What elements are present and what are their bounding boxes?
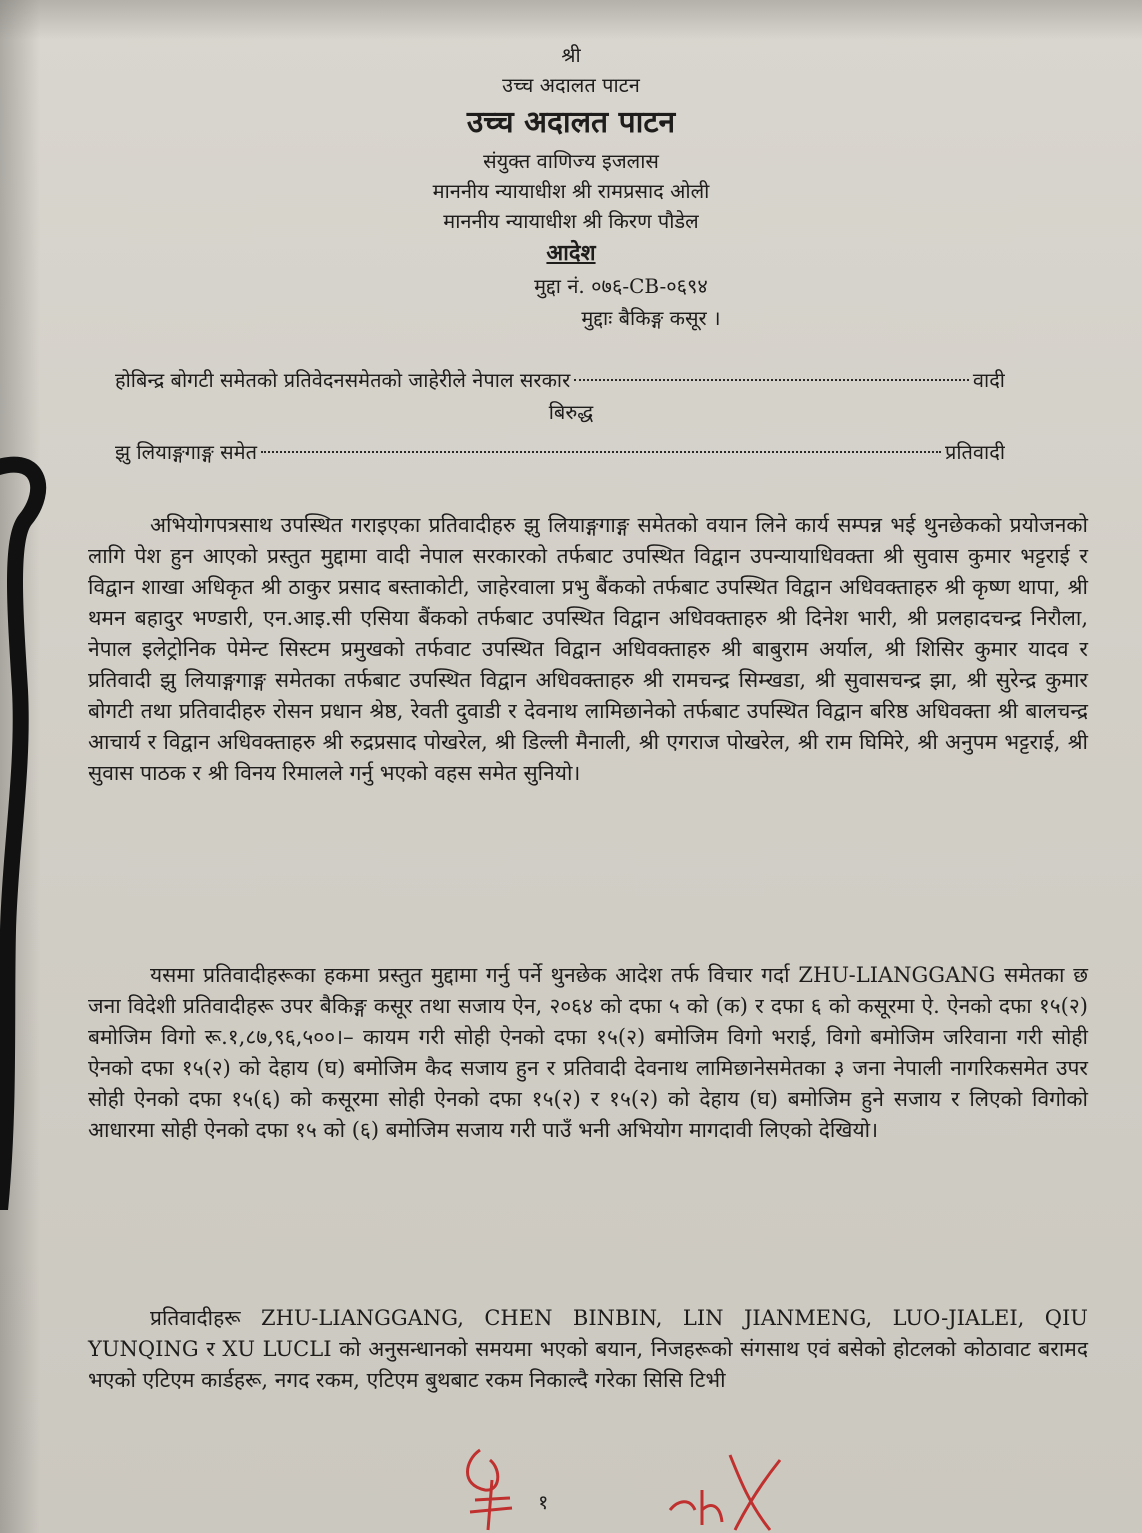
- leader-dots: [261, 451, 941, 453]
- plaintiff-line: [115, 366, 1005, 393]
- header-shree: श्री: [561, 43, 581, 67]
- header-case-number: मुद्दा नं. ०७६-CB-०६९४: [534, 274, 708, 298]
- plaintiff-name: होबिन्द्र बोगटी समेतको प्रतिवेदनसमेतको जाहेरीले नेपाल सरकार: [115, 368, 571, 392]
- body-paragraph-1: अभियोगपत्रसाथ उपस्थित गराइएका प्रतिवादीहरु झु लियाङ्गगाङ्ग समेतको वयान लिने कार्य सम्पन्न भई थुनछेकको प्रयोजनको लागि पेश हुन आएको प्रस्तुत मुद्दामा वादी नेपाल सरकारको तर्फबाट उपस्थित विद्वान उपन्यायाधिवक्ता श्री सुवास कुमार भट्टराई र विद्वान शाखा अधिकृत श्री ठाकुर प्रसाद बस्ताकोटी, जाहेरवाला प्रभु बैंकको तर्फबाट उपस्थित विद्वान अधिवक्ताहरु श्री कृष्ण थापा, श्री थमन बहादुर भण्डारी, एन.आइ.सी एसिया बैंकको तर्फबाट उपस्थित विद्वान अधिवक्ताहरु श्री दिनेश भारी, श्री प्रलहादचन्द्र निरौला, नेपाल इलेट्रोनिक पेमेन्ट सिस्टम प्रमुखको तर्फवाट उपस्थित विद्वान अधिवक्ताहरु श्री बाबुराम अर्याल, श्री शिसिर कुमार यादव र प्रतिवादी झु लियाङ्गगाङ्ग समेतका तर्फबाट उपस्थित विद्वान अधिवक्ताहरु श्री रामचन्द्र सिम्खडा, श्री सुवासचन्द्र झा, श्री सुरेन्द्र कुमार बोगटी तथा प्रतिवादीहरु रोसन प्रधान श्रेष्ठ, रेवती दुवाडी र देवनाथ लामिछानेको तर्फबाट उपस्थित विद्वान बरिष्ठ अधिवक्ता श्री बालचन्द्र आचार्य र विद्वान अधिवक्ताहरु श्री रुद्रप्रसाद पोखरेल, श्री डिल्ली मैनाली, श्री एगराज पोखरेल, श्री राम घिमिरे, श्री अनुपम भट्टराई, श्री सुवास पाठक र श्री विनय रिमालले गर्नु भएको वहस समेत सुनियो।: [88, 513, 1088, 785]
- binding-string-icon: [0, 430, 70, 1210]
- defendant-role: प्रतिवादी: [944, 440, 1005, 464]
- leader-dots: [574, 379, 969, 381]
- document-header: [0, 40, 1142, 334]
- body-paragraph-2: यसमा प्रतिवादीहरूका हकमा प्रस्तुत मुद्दामा गर्नु पर्ने थुनछेक आदेश तर्फ विचार गर्दा ZHU-LIANGGANG समेतका छ जना विदेशी प्रतिवादीहरू उपर बैकिङ्ग कसूर तथा सजाय ऐन, २०६४ को दफा ५ को (क) र दफा ६ को कसूरमा ऐ. ऐनको दफा १५(२) बमोजिम विगो रू.१,८७,९६,५००।– कायम गरी सोही ऐनको दफा १५(२) बमोजिम विगो भराई, विगो बमोजिम जरिवाना गरी सोही ऐनको दफा १५(२) को देहाय (घ) बमोजिम कैद सजाय हुन र प्रतिवादी देवनाथ लामिछानेसमेतका ३ जना नेपाली नागरिकसमेत उपर सोही ऐनको दफा १५(६) को कसूरमा सोही ऐनको दफा १५(२) र १५(२) को देहाय (घ) बमोजिम हुने सजाय र लिएको विगोको आधारमा सोही ऐनको दफा १५ को (६) बमोजिम सजाय गरी पाउँ भनी अभियोग मागदावी लिएको देखियो।: [88, 963, 1088, 1142]
- header-judge-1: माननीय न्यायाधीश श्री रामप्रसाद ओली: [432, 179, 710, 203]
- header-case-type: मुद्दाः बैकिङ्ग कसूर ।: [581, 306, 721, 330]
- body-paragraph-3: प्रतिवादीहरू ZHU-LIANGGANG, CHEN BINBIN, LIN JIANMENG, LUO-JIALEI, QIU YUNQING र XU LUCLI को अनुसन्धानको समयमा भएको बयान, निजहरूको संगसाथ एवं बसेको होटलको कोठावाट बरामद भएको एटिएम कार्डहरू, नगद रकम, एटिएम बुथबाट रकम निकाल्दै गरेका सिसि टिभी: [88, 1306, 1088, 1392]
- header-court-title: उच्च अदालत पाटन: [466, 105, 676, 140]
- defendant-name: झु लियाङ्गगाङ्ग समेत: [115, 440, 257, 464]
- defendant-line: [115, 438, 1005, 465]
- red-ink-annotation-icon: [440, 1430, 800, 1533]
- header-order-title: आदेश: [546, 240, 596, 266]
- header-bench: संयुक्त वाणिज्य इजलास: [483, 149, 659, 173]
- header-court-small: उच्च अदालत पाटन: [502, 73, 640, 97]
- plaintiff-role: वादी: [972, 368, 1005, 392]
- page-shadow-top: [0, 0, 1142, 40]
- page-number: १: [538, 1490, 549, 1514]
- header-judge-2: माननीय न्यायाधीश श्री किरण पौडेल: [443, 209, 699, 233]
- versus-label: बिरुद्ध: [548, 400, 594, 424]
